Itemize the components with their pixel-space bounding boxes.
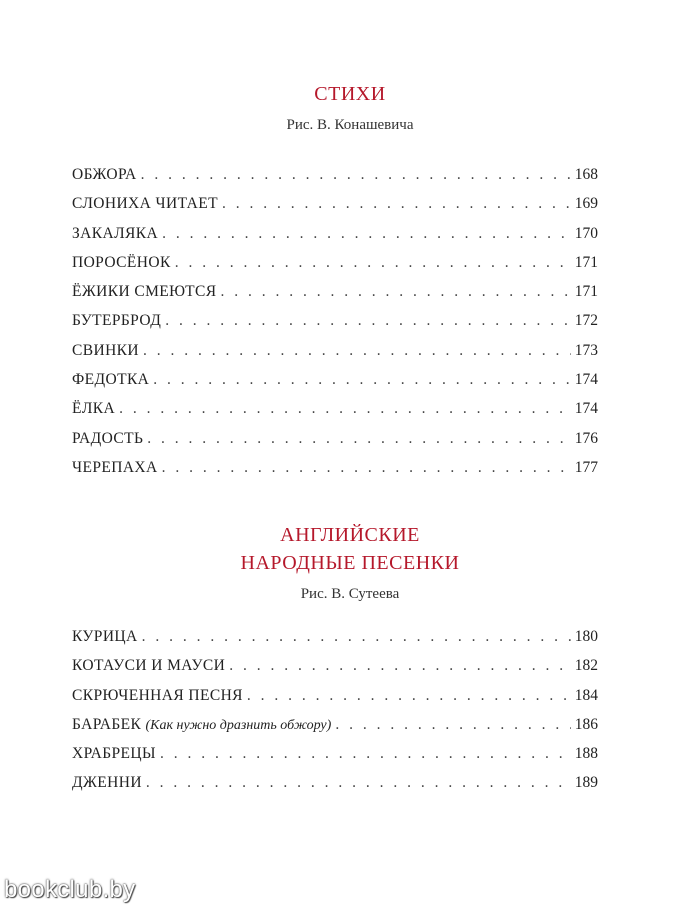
toc-entry-title: КУРИЦА (72, 628, 138, 645)
toc-entry-page: 188 (574, 745, 598, 763)
toc-entry-title: ХРАБРЕЦЫ (72, 745, 156, 763)
toc-entry-page: 171 (574, 253, 598, 271)
leader-dots (162, 225, 571, 243)
leader-dots (119, 400, 571, 418)
leader-dots (220, 283, 570, 301)
toc-entry-title: РАДОСТЬ (72, 429, 144, 447)
toc-entry-title: СЛОНИХА ЧИТАЕТ (72, 195, 219, 213)
leader-dots (147, 430, 570, 448)
section-songs-header (0, 521, 700, 605)
toc-entry-title: ОБЖОРА (72, 166, 137, 183)
toc-entry-page: 186 (574, 715, 598, 733)
toc-entry-title: ЁЖИКИ СМЕЮТСЯ (72, 283, 217, 301)
toc-entry[interactable] (72, 687, 598, 716)
toc-entry[interactable] (72, 166, 598, 195)
toc-entry-title: ФЕДОТКА (72, 371, 150, 389)
toc-entry-page: 172 (574, 312, 598, 330)
toc-entry[interactable] (72, 225, 598, 254)
section-subtitle: Рис. В. Сутеева (300, 586, 400, 602)
toc-entry-page: 182 (574, 657, 598, 675)
toc-entry[interactable] (72, 283, 598, 312)
toc-entry[interactable] (72, 430, 598, 459)
leader-dots (175, 254, 571, 272)
toc-entry[interactable] (72, 312, 598, 341)
toc-entry-title: ПОРОСЁНОК (72, 253, 171, 271)
toc-entry-page: 180 (574, 628, 598, 645)
toc-entry-page: 168 (574, 166, 598, 183)
toc-entry-page: 171 (574, 283, 598, 301)
toc-entry[interactable] (72, 459, 598, 488)
toc-entry-page: 189 (574, 774, 598, 792)
toc-entry-title: КОТАУСИ И МАУСИ (72, 657, 226, 675)
watermark-logo: bookclub.by (4, 876, 136, 903)
toc-entry[interactable] (72, 400, 598, 429)
toc-entry[interactable] (72, 628, 598, 657)
toc-entry[interactable] (72, 745, 598, 774)
toc-entry-title: БУТЕРБРОД (72, 312, 162, 330)
toc-entry[interactable] (72, 371, 598, 400)
toc-entry-title: ЗАКАЛЯКА (72, 224, 159, 242)
toc-entry-page: 173 (574, 341, 598, 359)
toc-entry-title: ЁЛКА (72, 400, 116, 418)
toc-entry[interactable] (72, 657, 598, 686)
leader-dots (160, 745, 571, 763)
toc-list-poems (72, 166, 598, 488)
leader-dots (146, 774, 571, 792)
leader-dots (143, 342, 571, 360)
toc-entry-note: (Как нужно дразнить обжору) (145, 717, 332, 733)
section-subtitle: Рис. В. Конашевича (286, 117, 414, 133)
toc-entry-title: ЧЕРЕПАХА (72, 458, 158, 476)
toc-entry-page: 170 (574, 224, 598, 242)
leader-dots (141, 166, 571, 184)
toc-entry[interactable] (72, 195, 598, 224)
leader-dots (165, 312, 571, 330)
toc-entry[interactable] (72, 342, 598, 371)
section-title-line-1: АНГЛИЙСКИЕ (280, 524, 420, 546)
toc-entry-title: СКРЮЧЕННАЯ ПЕСНЯ (72, 686, 243, 704)
leader-dots (142, 628, 571, 646)
toc-entry-page: 174 (574, 400, 598, 418)
section-title: СТИХИ (314, 83, 386, 105)
leader-dots (247, 687, 571, 705)
toc-entry-title-text: БАРАБЕК (72, 715, 142, 733)
toc-entry-page: 174 (574, 371, 598, 389)
toc-entry[interactable] (72, 254, 598, 283)
toc-list-songs (72, 628, 598, 804)
leader-dots (229, 657, 571, 675)
toc-entry-page: 184 (574, 686, 598, 704)
toc-entry-title (72, 716, 331, 734)
toc-entry-page: 177 (574, 458, 598, 476)
leader-dots (335, 716, 570, 734)
toc-entry[interactable] (72, 716, 598, 745)
toc-entry-title: ДЖЕННИ (72, 774, 142, 792)
leader-dots (222, 195, 571, 213)
section-title-line-2: НАРОДНЫЕ ПЕСЕНКИ (240, 552, 460, 574)
toc-entry[interactable] (72, 774, 598, 803)
section-poems-header (0, 80, 700, 136)
toc-entry-page: 176 (574, 429, 598, 447)
toc-entry-page: 169 (574, 195, 598, 213)
leader-dots (153, 371, 570, 389)
toc-entry-title: СВИНКИ (72, 341, 139, 359)
leader-dots (162, 459, 571, 477)
